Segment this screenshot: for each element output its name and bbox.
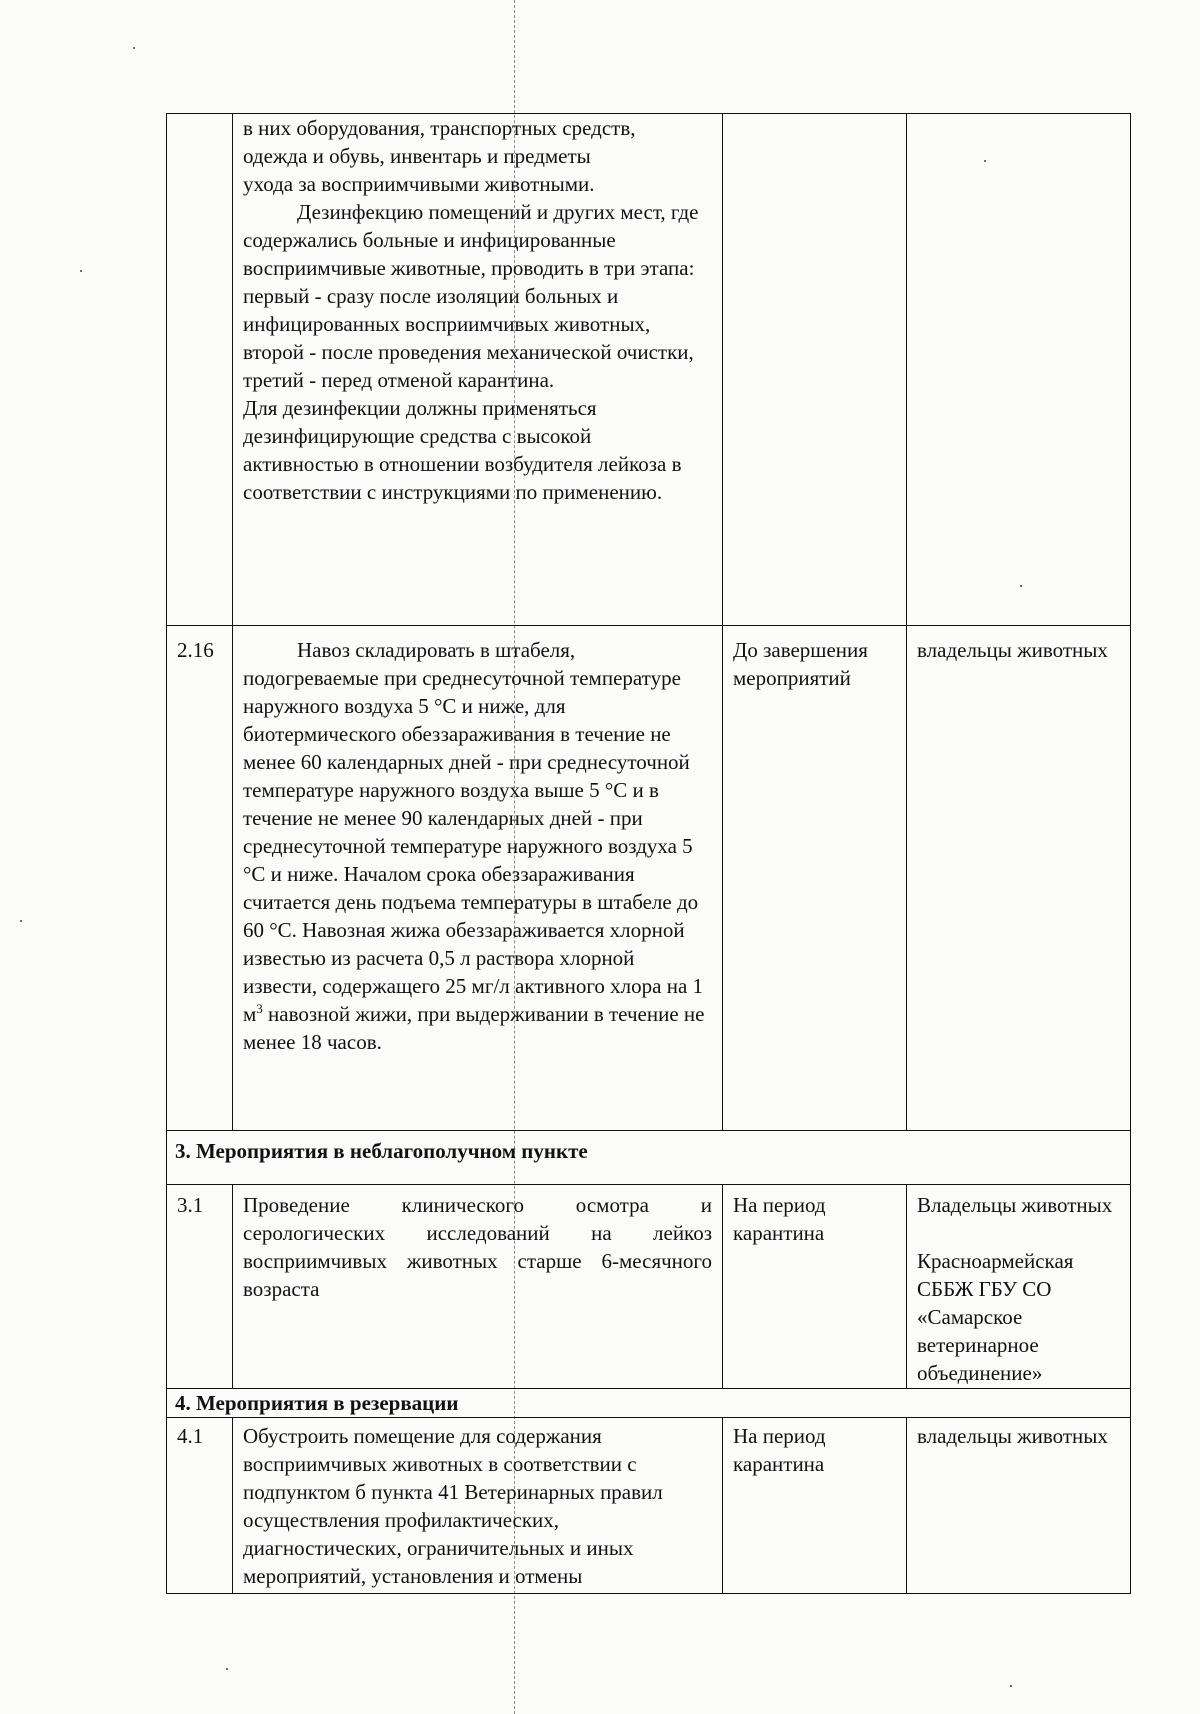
measure-text-cell [233,1185,723,1389]
term-cell [723,626,907,1131]
term-cell [723,114,907,626]
superscript: 3 [256,1001,263,1016]
table-row [167,1185,1131,1389]
row-number-cell [167,626,233,1131]
row-number-cell [167,1185,233,1389]
term-cell [723,1185,907,1389]
section-header-row [167,1131,1131,1185]
scan-speck [20,920,22,922]
section-header [167,1131,1131,1185]
measures-table [166,113,1131,1594]
term-text: На период карантина [733,1193,826,1245]
responsible-cell [907,114,1131,626]
measure-paragraph: Обустроить помещение для содержания восприимчивых животных в соответствии с подпунктом б пункта 41 Ветеринарных правил осуществления профилактических, диагностических, ограничительных и иных мероприятий, установления и отмены [243,1424,663,1588]
section-title: 4. Мероприятия в резервации [175,1391,459,1415]
measure-text-cell [233,114,723,626]
text-line: ухода за восприимчивыми животными. [243,172,595,196]
measure-text-cell [233,626,723,1131]
term-cell [723,1418,907,1594]
scan-speck [80,270,82,272]
scan-speck [1010,1685,1012,1687]
responsible-text: Владельцы животных [917,1193,1113,1217]
row-number: 2.16 [177,638,214,662]
responsible-cell [907,1418,1131,1594]
measure-paragraph [243,636,712,1056]
row-number-cell [167,1418,233,1594]
table-row [167,626,1131,1131]
measure-text-cell [233,1418,723,1594]
measure-text-end: навозной жижи, при выдерживании в течение не менее 18 часов. [243,1002,705,1054]
row-number: 4.1 [177,1424,204,1448]
text-line: одежда и обувь, инвентарь и предметы [243,144,591,168]
responsible-text: владельцы животных [917,1424,1108,1448]
row-number-cell [167,114,233,626]
measure-text: Навоз складировать в штабеля, подогреваемые при среднесуточной температуре наружного воздуха 5 °С и ниже, для биотермического обеззараживания в течение не менее 60 календарных дней - при среднесуточной температуре наружного воздуха выше 5 °С и в течение не менее 90 календарных дней - при среднесуточной температуре наружного воздуха 5 °С и ниже. Началом срока обеззараживания считается день подъема температуры в штабеле до 60 °С. Навозная жижа обеззараживается хлорной известью из расчета 0,5 л раствора хлорной извести, содержащего 25 мг/л активного хлора на 1 м [243,638,704,1026]
section-header-row [167,1389,1131,1418]
row-number: 3.1 [177,1193,204,1217]
section-header [167,1389,1131,1418]
responsible-cell [907,1185,1131,1389]
scan-speck [133,47,135,49]
term-text: На период карантина [733,1424,826,1476]
responsible-text: владельцы животных [917,638,1108,662]
measure-paragraph: Проведение клинического осмотра и серологических исследований на лейкоз восприимчивых животных старше 6-месячного возраста [243,1193,712,1301]
term-text: До завершения мероприятий [733,638,868,690]
section-title: 3. Мероприятия в неблагополучном пункте [175,1139,588,1163]
measure-paragraph: Для дезинфекции должны применяться дезинфицирующие средства с высокой активностью в отношении возбудителя лейкоза в соответствии с инструкциями по применению. [243,396,682,504]
measure-paragraph: Дезинфекцию помещений и других мест, где содержались больные и инфицированные восприимчивые животные, проводить в три этапа: первый - сразу после изоляции больных и инфицированных восприимчивых животных, второй - после проведения механической очистки, третий - перед отменой карантина. [243,200,699,392]
table-row [167,114,1131,626]
responsible-org: Красноармейская СББЖ ГБУ СО «Самарское ветеринарное объединение» [917,1249,1074,1385]
table-row [167,1418,1131,1594]
responsible-cell [907,626,1131,1131]
scan-speck [226,1668,228,1670]
text-line: в них оборудования, транспортных средств, [243,116,636,140]
